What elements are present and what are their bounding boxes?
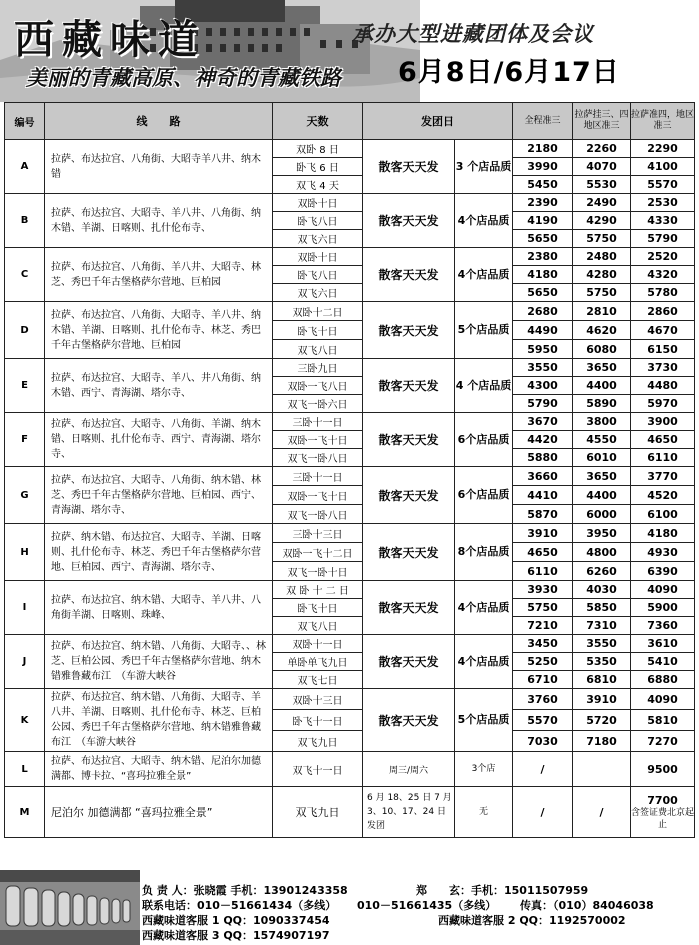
- table-row: [5, 635, 695, 653]
- price-3: [631, 787, 695, 838]
- shop-quality: 4个店品质: [455, 581, 513, 635]
- footer-contacts: [0, 870, 699, 945]
- price-2: 7310: [573, 617, 631, 635]
- price-1: 5250: [513, 653, 573, 671]
- price-3: 6390: [631, 562, 695, 581]
- price-1: 5650: [513, 230, 573, 248]
- price-3: 5900: [631, 599, 695, 617]
- days-option: 双飞十一日: [273, 752, 363, 787]
- header-days: 天数: [273, 103, 363, 140]
- table-row: [5, 581, 695, 599]
- brand-title: 西藏味道: [14, 16, 206, 63]
- price-2: 6260: [573, 562, 631, 581]
- price-1: 7030: [513, 731, 573, 752]
- price-1: 6710: [513, 671, 573, 689]
- shop-quality: 无: [455, 787, 513, 838]
- days-option: 双飞九日: [273, 731, 363, 752]
- price-2: 3910: [573, 689, 631, 710]
- table-row: [5, 467, 695, 486]
- price-2: 4620: [573, 321, 631, 340]
- price-3: 5790: [631, 230, 695, 248]
- header-route: 线 路: [45, 103, 273, 140]
- table-row: [5, 359, 695, 377]
- price-2: 3950: [573, 524, 631, 543]
- shop-quality: 8个店品质: [455, 524, 513, 581]
- shop-quality: 3 个店品质: [455, 140, 513, 194]
- days-option: 卧飞十日: [273, 321, 363, 340]
- route-code: I: [5, 581, 45, 635]
- shop-quality: 5个店品质: [455, 689, 513, 752]
- price-3: 4670: [631, 321, 695, 340]
- price-2: 4400: [573, 486, 631, 505]
- route-code: K: [5, 689, 45, 752]
- days-option: 双飞一卧八日: [273, 449, 363, 467]
- table-row: [5, 524, 695, 543]
- price-2: 3650: [573, 467, 631, 486]
- days-option: 三卧十一日: [273, 413, 363, 431]
- departure-schedule: 散客天天发: [363, 248, 455, 302]
- price-3: 2520: [631, 248, 695, 266]
- departure-schedule: 散客天天发: [363, 194, 455, 248]
- shop-quality: 3个店: [455, 752, 513, 787]
- price-1: 4490: [513, 321, 573, 340]
- price-3: 4090: [631, 689, 695, 710]
- days-option: 三卧九日: [273, 359, 363, 377]
- route-code: M: [5, 787, 45, 838]
- price-2: [573, 752, 631, 787]
- price-3: 5780: [631, 284, 695, 302]
- price-2: 4550: [573, 431, 631, 449]
- departure-schedule: 6 月 18、25 日 7 月 3、10、17、24 日 发团: [363, 787, 455, 838]
- departure-schedule: 散客天天发: [363, 140, 455, 194]
- price-2: 2490: [573, 194, 631, 212]
- price-1: 5750: [513, 599, 573, 617]
- price-3: 4090: [631, 581, 695, 599]
- route-description: 拉萨、布达拉宫、纳木错、八角街、大昭寺、、林芝、巨柏公园、秀巴千年古堡格萨尔营地、纳木错雅鲁藏布江 （车游大峡谷: [45, 635, 273, 689]
- price-1: 2390: [513, 194, 573, 212]
- days-option: 双卧 8 日: [273, 140, 363, 158]
- price-3: 4330: [631, 212, 695, 230]
- table-row: [5, 787, 695, 838]
- price-2: 5850: [573, 599, 631, 617]
- days-option: 双飞九日: [273, 787, 363, 838]
- days-option: 双卧一飞十日: [273, 431, 363, 449]
- price-3: 4320: [631, 266, 695, 284]
- price-1: 4420: [513, 431, 573, 449]
- header-price-3: 拉萨准四，地区准三: [631, 103, 695, 140]
- price-1: 6110: [513, 562, 573, 581]
- days-option: 卧飞八日: [273, 212, 363, 230]
- days-option: 三卧十一日: [273, 467, 363, 486]
- price-3: 5570: [631, 176, 695, 194]
- route-description: 拉萨、布达拉宫、八角街、大昭寺羊八井、纳木错: [45, 140, 273, 194]
- price-3-value: 7700: [647, 793, 678, 807]
- price-1: 2380: [513, 248, 573, 266]
- route-code: E: [5, 359, 45, 413]
- days-option: 单卧单飞九日: [273, 653, 363, 671]
- days-option: 双飞六日: [273, 230, 363, 248]
- departure-schedule: 散客天天发: [363, 359, 455, 413]
- route-description: 拉萨、布达拉宫、八角街、大昭寺、羊八井、纳木错、羊湖、日喀则、扎什伦布寺、林芝、秀巴千年古堡格萨尔营地、巨柏园: [45, 302, 273, 359]
- manager-contact: 负 责 人：张晓霞 手机：13901243358: [142, 884, 348, 897]
- price-2: 4280: [573, 266, 631, 284]
- price-1: 2180: [513, 140, 573, 158]
- price-2: 2810: [573, 302, 631, 321]
- price-3: 2860: [631, 302, 695, 321]
- days-option: 双飞八日: [273, 340, 363, 359]
- price-1: 3670: [513, 413, 573, 431]
- header-price-1: 全程准三: [513, 103, 573, 140]
- price-3: 4180: [631, 524, 695, 543]
- service-qq-3: 西藏味道客服 3 QQ：1574907197: [142, 929, 330, 942]
- departure-schedule: 散客天天发: [363, 524, 455, 581]
- price-1: 3930: [513, 581, 573, 599]
- fax-line: 传真：（010）84046038: [520, 899, 654, 912]
- route-description: 拉萨、布达拉宫、八角街、羊八井、大昭寺、林芝、秀巴千年古堡格萨尔营地、巨柏园: [45, 248, 273, 302]
- price-2: 5750: [573, 230, 631, 248]
- price-1: 5650: [513, 284, 573, 302]
- price-3-note: 含签证费北京起止: [631, 807, 695, 830]
- days-option: 双飞一卧八日: [273, 505, 363, 524]
- days-option: 卧飞十一日: [273, 710, 363, 731]
- shop-quality: 6个店品质: [455, 467, 513, 524]
- shop-quality: 4个店品质: [455, 194, 513, 248]
- days-option: 双飞八日: [273, 617, 363, 635]
- price-2: 5530: [573, 176, 631, 194]
- departure-schedule: 散客天天发: [363, 302, 455, 359]
- price-3: 4930: [631, 543, 695, 562]
- price-3: 7270: [631, 731, 695, 752]
- price-3: 3900: [631, 413, 695, 431]
- days-option: 双 卧 十 二 日: [273, 581, 363, 599]
- route-code: D: [5, 302, 45, 359]
- price-3: 4100: [631, 158, 695, 176]
- table-row: [5, 248, 695, 266]
- price-2: 3550: [573, 635, 631, 653]
- price-3: 4480: [631, 377, 695, 395]
- header-price-2: 拉萨挂三、四地区准三: [573, 103, 631, 140]
- slogan: 美丽的青藏高原、神奇的青藏铁路: [26, 66, 341, 90]
- price-1: 4300: [513, 377, 573, 395]
- days-option: 双卧十一日: [273, 635, 363, 653]
- price-1: 3990: [513, 158, 573, 176]
- route-description: 拉萨、纳木错、布达拉宫、大昭寺、羊湖、日喀则、扎什伦布寺、林芝、秀巴千年古堡格萨尔营地、巨柏园、西宁、青海湖、塔尔寺、: [45, 524, 273, 581]
- price-1: 3550: [513, 359, 573, 377]
- price-3: 6150: [631, 340, 695, 359]
- price-2: 2260: [573, 140, 631, 158]
- phone-line-2: 010－51661435（多线）: [357, 899, 497, 912]
- route-description: 拉萨、布达拉宫、纳木错、大昭寺、羊八井、八角街羊湖、日喀则、珠峰、: [45, 581, 273, 635]
- days-option: 双飞一卧六日: [273, 395, 363, 413]
- phone-line-1: 联系电话：010－51661434（多线）: [142, 899, 337, 912]
- price-3: 2530: [631, 194, 695, 212]
- price-2: 4800: [573, 543, 631, 562]
- table-header-row: [5, 103, 695, 140]
- route-code: B: [5, 194, 45, 248]
- days-option: 双卧一飞十二日: [273, 543, 363, 562]
- zheng-contact: 郑 玄：手机：15011507959: [416, 884, 589, 897]
- price-3: 3770: [631, 467, 695, 486]
- departure-schedule: 散客天天发: [363, 581, 455, 635]
- price-1: 3450: [513, 635, 573, 653]
- price-1: 3910: [513, 524, 573, 543]
- table-row: [5, 689, 695, 710]
- service-tagline: 承办大型进藏团体及会议: [352, 22, 594, 46]
- price-3: 3730: [631, 359, 695, 377]
- price-3: 6880: [631, 671, 695, 689]
- price-2: 7180: [573, 731, 631, 752]
- price-2: 4070: [573, 158, 631, 176]
- price-1: /: [513, 752, 573, 787]
- days-option: 双卧十三日: [273, 689, 363, 710]
- price-1: 5880: [513, 449, 573, 467]
- price-3: 3610: [631, 635, 695, 653]
- departure-schedule: 散客天天发: [363, 413, 455, 467]
- table-row: [5, 302, 695, 321]
- days-option: 双卧一飞八日: [273, 377, 363, 395]
- price-2: /: [573, 787, 631, 838]
- shop-quality: 4个店品质: [455, 248, 513, 302]
- price-3: 6100: [631, 505, 695, 524]
- price-3: 6110: [631, 449, 695, 467]
- shop-quality: 4个店品质: [455, 635, 513, 689]
- days-option: 卧飞十日: [273, 599, 363, 617]
- route-description: 拉萨、布达拉宫、大昭寺、羊八、井八角街、纳木错、西宁、青海湖、塔尔寺、: [45, 359, 273, 413]
- tour-dates: 6月8日/6月17日: [398, 57, 620, 88]
- route-code: F: [5, 413, 45, 467]
- price-2: 5350: [573, 653, 631, 671]
- price-3: 4650: [631, 431, 695, 449]
- table-body: [5, 140, 695, 838]
- route-description: 拉萨、布达拉宫、大昭寺、羊八井、八角街、纳木错、羊湖、日喀则、扎什伦布寺、: [45, 194, 273, 248]
- route-code: C: [5, 248, 45, 302]
- price-2: 6000: [573, 505, 631, 524]
- price-3: 5410: [631, 653, 695, 671]
- price-2: 4290: [573, 212, 631, 230]
- route-description: 拉萨、布达拉宫、大昭寺、八角街、纳木错、林芝、秀巴千年古堡格萨尔营地、巨柏园、西宁、青海湖、塔尔寺、: [45, 467, 273, 524]
- route-code: A: [5, 140, 45, 194]
- table-row: [5, 140, 695, 158]
- departure-schedule: 散客天天发: [363, 467, 455, 524]
- route-code: G: [5, 467, 45, 524]
- days-option: 双卧一飞十日: [273, 486, 363, 505]
- price-2: 2480: [573, 248, 631, 266]
- price-2: 3650: [573, 359, 631, 377]
- table-row: [5, 194, 695, 212]
- service-qq-1: 西藏味道客服 1 QQ：1090337454: [142, 914, 330, 927]
- shop-quality: 4 个店品质: [455, 359, 513, 413]
- price-1: 5450: [513, 176, 573, 194]
- header-code: 编号: [5, 103, 45, 140]
- price-1: /: [513, 787, 573, 838]
- price-2: 6080: [573, 340, 631, 359]
- price-2: 5890: [573, 395, 631, 413]
- price-1: 7210: [513, 617, 573, 635]
- route-price-table: [4, 102, 694, 838]
- shop-quality: 5个店品质: [455, 302, 513, 359]
- route-description: 尼泊尔 加德满都 “喜玛拉雅全景”: [45, 787, 273, 838]
- days-option: 三卧十三日: [273, 524, 363, 543]
- days-option: 双卧十日: [273, 248, 363, 266]
- price-3: 5970: [631, 395, 695, 413]
- price-3: 9500: [631, 752, 695, 787]
- table-row: [5, 752, 695, 787]
- service-qq-2: 西藏味道客服 2 QQ：1192570002: [438, 914, 626, 927]
- table-row: [5, 413, 695, 431]
- price-3: 7360: [631, 617, 695, 635]
- price-1: 3660: [513, 467, 573, 486]
- price-2: 6810: [573, 671, 631, 689]
- route-code: L: [5, 752, 45, 787]
- price-1: 4190: [513, 212, 573, 230]
- route-description: 拉萨、布达拉宫、大昭寺、纳木错、尼泊尔加德满都、博卡拉、“喜玛拉雅全景”: [45, 752, 273, 787]
- price-3: 4520: [631, 486, 695, 505]
- price-1: 5870: [513, 505, 573, 524]
- price-3: 2290: [631, 140, 695, 158]
- days-option: 卧飞八日: [273, 266, 363, 284]
- price-2: 6010: [573, 449, 631, 467]
- price-3: 5810: [631, 710, 695, 731]
- price-1: 4410: [513, 486, 573, 505]
- shop-quality: 6个店品质: [455, 413, 513, 467]
- price-2: 4400: [573, 377, 631, 395]
- route-description: 拉萨、布达拉宫、纳木错、八角街、大昭寺、羊八井、羊湖、日喀则、扎什伦布寺、林芝、巨柏公园、秀巴千年古堡格萨尔营地、纳木错雅鲁藏布江 （车游大峡谷: [45, 689, 273, 752]
- days-option: 双卧十日: [273, 194, 363, 212]
- days-option: 卧飞 6 日: [273, 158, 363, 176]
- departure-schedule: 散客天天发: [363, 635, 455, 689]
- price-2: 4030: [573, 581, 631, 599]
- price-1: 5570: [513, 710, 573, 731]
- price-1: 2680: [513, 302, 573, 321]
- days-option: 双飞一卧十日: [273, 562, 363, 581]
- departure-schedule: 散客天天发: [363, 689, 455, 752]
- price-2: 5750: [573, 284, 631, 302]
- days-option: 双飞 4 天: [273, 176, 363, 194]
- route-code: H: [5, 524, 45, 581]
- days-option: 双飞六日: [273, 284, 363, 302]
- price-1: 4180: [513, 266, 573, 284]
- route-code: J: [5, 635, 45, 689]
- price-2: 5720: [573, 710, 631, 731]
- header-departure: 发团日: [363, 103, 513, 140]
- departure-schedule: 周三/周六: [363, 752, 455, 787]
- route-description: 拉萨、布达拉宫、大昭寺、八角街、羊湖、纳木错、日喀则、扎什伦布寺、西宁、青海湖、塔尔寺、: [45, 413, 273, 467]
- price-1: 5790: [513, 395, 573, 413]
- price-1: 4650: [513, 543, 573, 562]
- price-1: 5950: [513, 340, 573, 359]
- price-2: 3800: [573, 413, 631, 431]
- days-option: 双飞七日: [273, 671, 363, 689]
- price-1: 3760: [513, 689, 573, 710]
- prayer-wheels-image: [0, 870, 140, 945]
- header-banner: [0, 0, 699, 102]
- days-option: 双卧十二日: [273, 302, 363, 321]
